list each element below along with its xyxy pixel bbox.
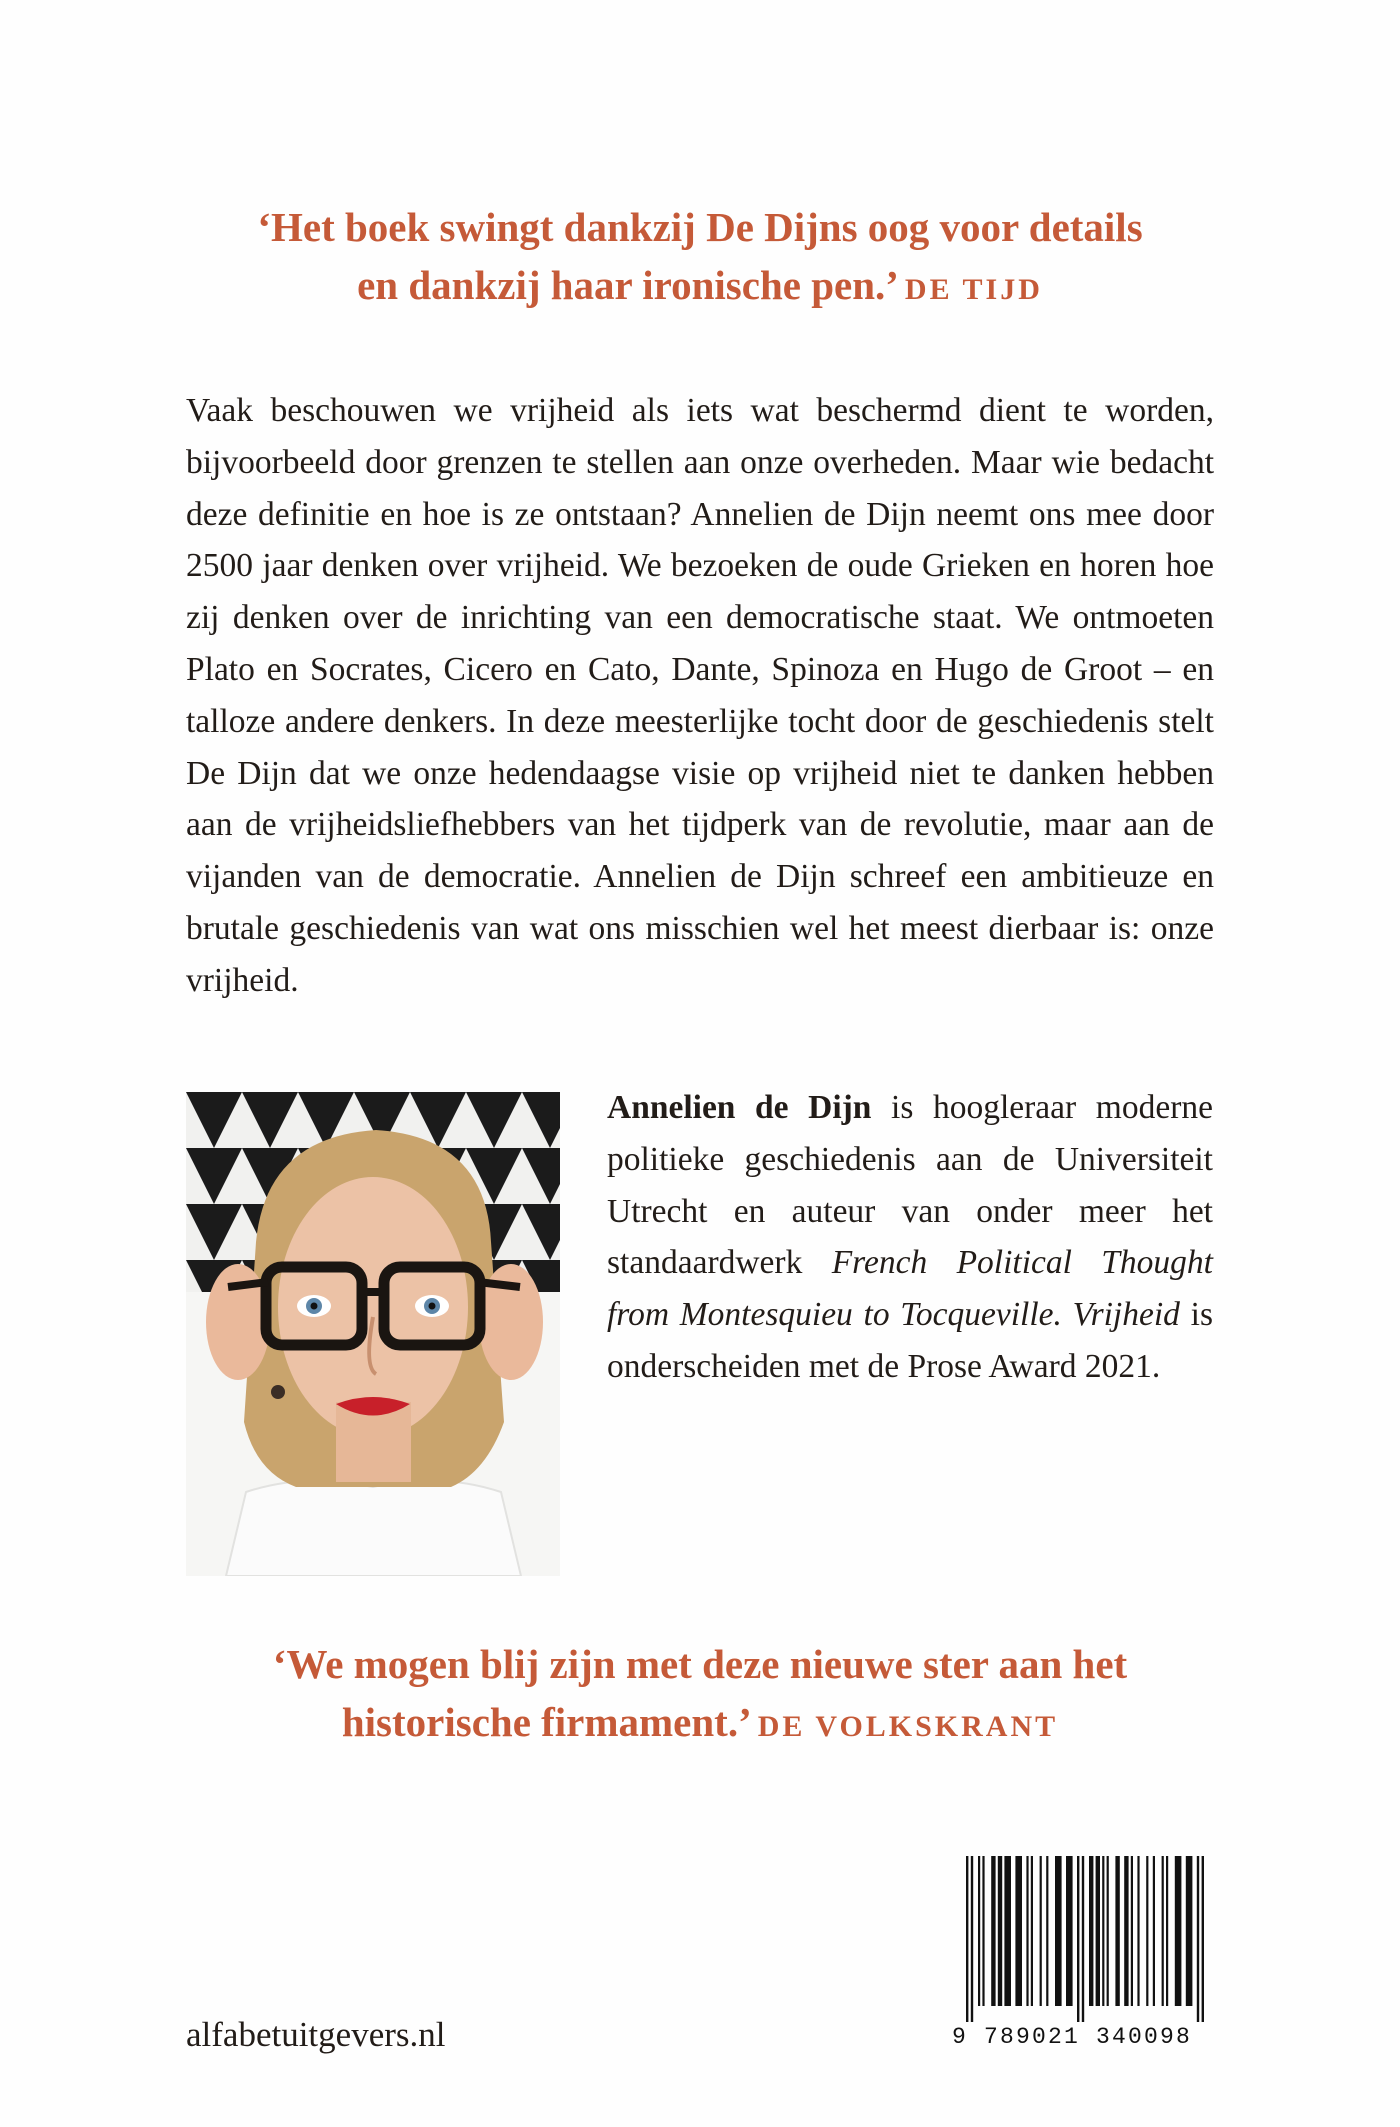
review-quote-bottom-line1: ‘We mogen blij zijn met deze nieuwe ster aan het xyxy=(272,1641,1128,1687)
review-quote-top-source: DE TIJD xyxy=(904,273,1043,306)
author-bio-text-2 xyxy=(1062,1296,1073,1333)
book-title: Vrijheid xyxy=(1072,1296,1180,1334)
review-quote-top-line2: en dankzij haar ironische pen.’ xyxy=(357,262,899,308)
review-quote-bottom-line2: historische firmament.’ xyxy=(341,1699,752,1745)
book-blurb: Vaak beschouwen we vrijheid als iets wat beschermd dient te worden, bijvoorbeeld door grenzen te stellen aan onze overheden. Maar wie bedacht deze definitie en hoe is ze ontstaan? Annelien de Dijn neemt ons mee door 2500 jaar denken over vrijheid. We bezoeken de oude Grieken en horen hoe zij denken over de inrichting van een democratische staat. We ontmoeten Plato en Socrates, Cicero en Cato, Dante, Spinoza en Hugo de Groot – en talloze andere denkers. In deze meesterlijke tocht door de geschiedenis stelt De Dijn dat we onze hedendaagse visie op vrijheid niet te danken hebben aan de vrijheidsliefhebbers van het tijdperk van de revolutie, maar aan de vijanden van de democratie. Annelien de Dijn schreef een ambitieuze en brutale geschiedenis van wat ons misschien wel het meest dierbaar is: onze vrijheid. xyxy=(186,392,1214,999)
review-quote-top xyxy=(0,198,1400,319)
barcode-bars xyxy=(952,1856,1214,2022)
isbn-barcode xyxy=(952,1856,1214,2056)
author-bio-text-3: is onderscheiden met de Prose Award 2021. xyxy=(607,1296,1213,1385)
author-portrait-illustration xyxy=(186,1092,560,1576)
author-bio-text-1: is hoogleraar moderne politieke geschiedenis aan de Universiteit Utrecht en auteur van onder meer het standaardwerk xyxy=(607,1089,1213,1282)
barcode-digits: 9 789021 340098 xyxy=(952,2024,1193,2050)
author-bio xyxy=(607,1082,1213,1393)
author-photo xyxy=(186,1092,560,1576)
review-quote-bottom xyxy=(0,1635,1400,1756)
review-quote-bottom-source: DE VOLKSKRANT xyxy=(757,1710,1059,1743)
publisher-website: alfabetuitgevers.nl xyxy=(186,2015,446,2054)
author-work-title: French Political Thought from Montesquieu to Tocqueville. xyxy=(607,1244,1213,1334)
author-name: Annelien de Dijn xyxy=(607,1089,872,1126)
review-quote-top-line1: ‘Het boek swingt dankzij De Dijns oog voor details xyxy=(257,204,1143,250)
